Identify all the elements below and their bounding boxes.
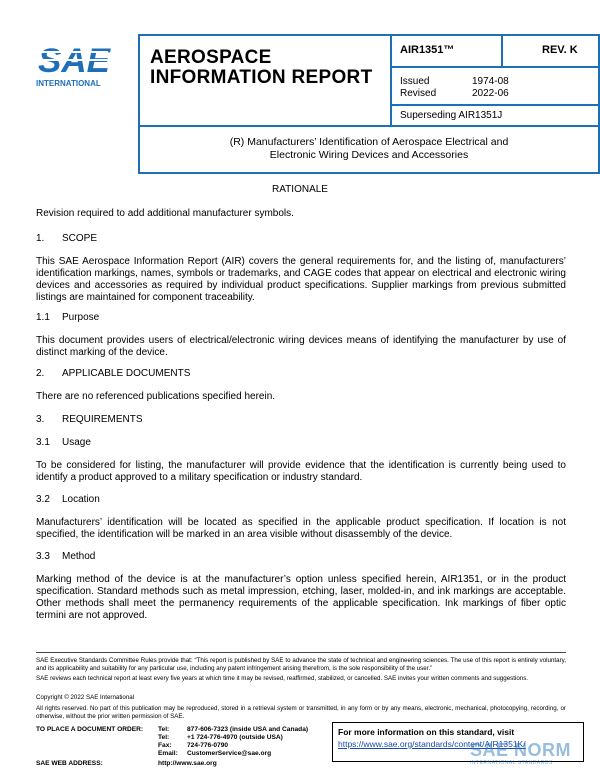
fax-value: 724-776-0790 <box>187 742 229 749</box>
superseding: Superseding AIR1351J <box>400 110 503 121</box>
tel-value: 877-606-7323 (inside USA and Canada) <box>187 726 309 733</box>
section-1-1-heading: 1.1 Purpose <box>36 312 100 323</box>
footer-copyright: Copyright © 2022 SAE International <box>36 694 135 701</box>
section-1-heading: 1. SCOPE <box>36 233 98 244</box>
tel2-key: Tel: <box>158 734 170 741</box>
section-2-heading: 2. APPLICABLE DOCUMENTS <box>36 368 191 379</box>
rationale-text: Revision required to add additional manufacturer symbols. <box>36 208 294 219</box>
section-3-heading: 3. REQUIREMENTS <box>36 414 143 425</box>
section-3-3-text: Marking method of the device is at the manufacturer’s option unless specified herein, AIR1351, or in the product specification. Standard methods such as metal impression, etching, laser, molded-in, and ink markings are acceptable. Other methods shall meet the permanency requirements of the applicable specification. Ink markings of fiber optic termini are not approved. <box>36 574 566 621</box>
more-info-link[interactable]: https://www.sae.org/standards/content/AIR1351K/ <box>338 739 526 749</box>
footer-rules: SAE Executive Standards Committee Rules provide that: “This report is published by SAE to advance the state of technical and engineering sciences. The use of this report is entirely voluntary, and its applicability and suitability for any particular use, including any patent infringement arising therefrom, is the sole responsibility of the user.” <box>36 657 566 672</box>
issued-label: Issued <box>400 76 430 87</box>
email-key: Email: <box>158 750 178 757</box>
watermark-sub: INTERNATIONAL STANDARDS <box>470 760 553 766</box>
rationale-heading: RATIONALE <box>272 184 328 195</box>
section-2-text: There are no referenced publications specified herein. <box>36 391 276 402</box>
revised-label: Revised <box>400 88 437 99</box>
revised-date: 2022-06 <box>472 88 509 99</box>
order-label: TO PLACE A DOCUMENT ORDER: <box>36 726 144 733</box>
section-1-1-text: This document provides users of electrical/electronic wiring devices means of identifying the manufacturer by use of distinct marking of the device. <box>36 335 566 358</box>
footer-review: SAE reviews each technical report at least every five years at which time it may be revised, reaffirmed, stabilized, or cancelled. SAE invites your written comments and suggestions. <box>36 675 529 682</box>
section-3-1-text: To be considered for listing, the manufacturer will provide evidence that the identification is currently being used to identify a product approved to a military specification or industry standard. <box>36 460 566 483</box>
tel-key: Tel: <box>158 726 170 733</box>
section-3-1-heading: 3.1 Usage <box>36 437 91 448</box>
document-type: AEROSPACE INFORMATION REPORT <box>150 47 373 88</box>
web-label: SAE WEB ADDRESS: <box>36 760 103 767</box>
email-value[interactable]: CustomerService@sae.org <box>187 750 272 757</box>
tel2-value: +1 724-776-4970 (outside USA) <box>187 734 283 741</box>
document-number: AIR1351™ <box>400 44 455 56</box>
more-info-title: For more information on this standard, visit <box>338 727 515 737</box>
footer-rights: All rights reserved. No part of this publication may be reproduced, stored in a retrieval system or transmitted, in any form or by any means, electronic, mechanical, photocopying, recording, or otherwise, without the prior written permission of SAE. <box>36 705 566 720</box>
section-3-3-heading: 3.3 Method <box>36 551 96 562</box>
section-1-text: This SAE Aerospace Information Report (AIR) covers the general requirements for, and the listing of, manufacturers’ identification markings, names, symbols or trademarks, and CAGE codes that appear on electrical and electronic wiring devices and accessories as required by individual product specifications. Supplier markings from previous submitted listings are maintained for component traceability. <box>36 256 566 303</box>
web-value[interactable]: http://www.sae.org <box>158 760 217 767</box>
revision: REV. K <box>542 44 578 56</box>
logo-sub: INTERNATIONAL <box>36 79 101 88</box>
fax-key: Fax: <box>158 742 172 749</box>
issued-date: 1974-08 <box>472 76 509 87</box>
logo-mark: SAE <box>38 42 112 80</box>
footer-divider <box>36 652 566 653</box>
document-subject: (R) Manufacturers’ Identification of Aerospace Electrical and Electronic Wiring Devices and Accessories <box>229 136 509 161</box>
section-3-2-heading: 3.2 Location <box>36 494 100 505</box>
sae-logo <box>30 38 130 98</box>
section-3-2-text: Manufacturers’ identification will be located as specified in the applicable product specification. If location is not specified, the identification will be marked in an area visible without disassembly of the device. <box>36 517 566 540</box>
watermark-logo: SAE NORM <box>470 740 572 760</box>
